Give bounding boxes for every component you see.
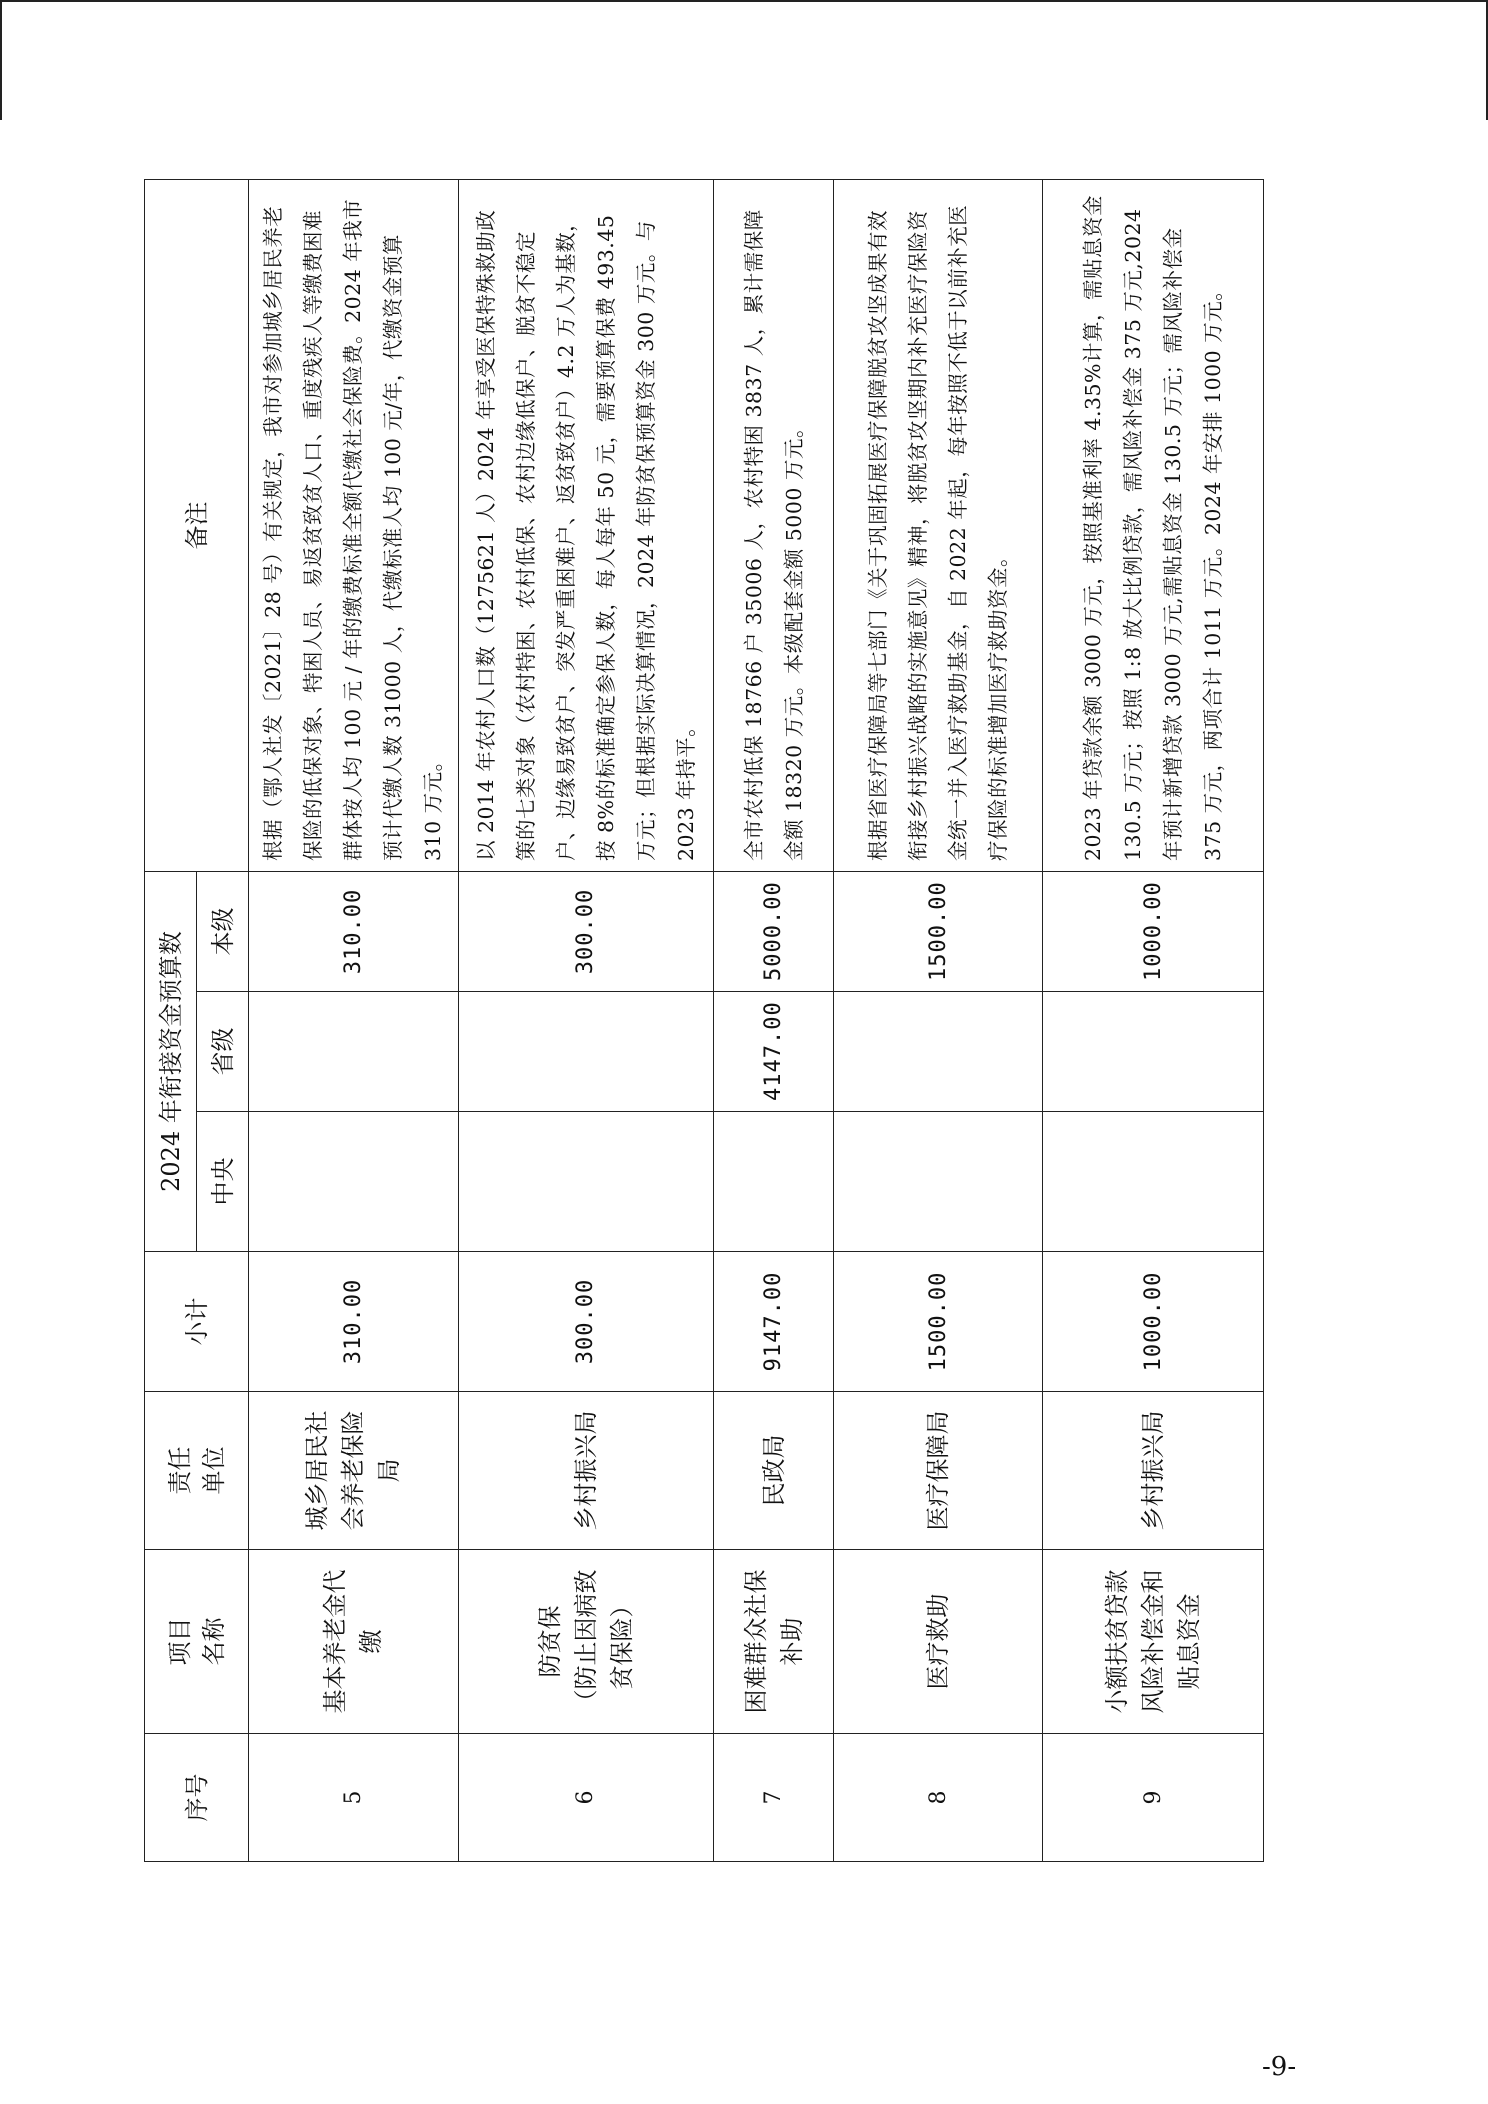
row-seq: 8 xyxy=(834,1734,1043,1862)
row-seq: 7 xyxy=(713,1734,833,1862)
row-local: 5000.00 xyxy=(713,872,833,992)
rotated-table-container xyxy=(144,180,1264,1862)
table-row xyxy=(458,180,713,1862)
row-unit: 医疗保障局 xyxy=(834,1392,1043,1550)
row-central xyxy=(249,1112,459,1252)
row-local: 300.00 xyxy=(458,872,713,992)
table-row xyxy=(713,180,833,1862)
table-row xyxy=(1043,180,1264,1862)
row-central xyxy=(1043,1112,1264,1252)
table-row xyxy=(249,180,459,1862)
row-seq: 6 xyxy=(458,1734,713,1862)
row-unit: 乡村振兴局 xyxy=(1043,1392,1264,1550)
row-note: 根据（鄂人社发〔2021〕28 号）有关规定，我市对参加城乡居民养老保险的低保对象、特困人员、易返贫致贫人口、重度残疾人等缴费困难群体按人均 100 元 / 年的缴费标准全额代缴社会保险费。2024 年我市预计代缴人数 31000 人，代缴标准人均 100 元/年，代缴资金预算 310 万元。 xyxy=(249,180,459,872)
row-subtotal: 310.00 xyxy=(249,1252,459,1392)
header-note: 备注 xyxy=(145,180,249,872)
row-central xyxy=(834,1112,1043,1252)
row-unit: 城乡居民社会养老保险局 xyxy=(249,1392,459,1550)
row-name: 医疗救助 xyxy=(834,1550,1043,1734)
header-seq: 序号 xyxy=(145,1734,249,1862)
page-number: -9- xyxy=(1262,2052,1297,2082)
row-local: 1500.00 xyxy=(834,872,1043,992)
row-provincial: 4147.00 xyxy=(713,992,833,1112)
header-central: 中央 xyxy=(197,1112,249,1252)
row-central xyxy=(713,1112,833,1252)
page-frame-left xyxy=(0,0,2,120)
row-subtotal: 300.00 xyxy=(458,1252,713,1392)
row-unit: 乡村振兴局 xyxy=(458,1392,713,1550)
header-local: 本级 xyxy=(197,872,249,992)
row-unit: 民政局 xyxy=(713,1392,833,1550)
row-note: 以 2014 年农村人口数（1275621 人）2024 年享受医保特殊救助政策的七类对象（农村特困、农村低保、农村边缘低保户、脱贫不稳定户、边缘易致贫户、突发严重困难户、返贫致贫户）4.2 万人为基数，按 8%的标准确定参保人数，每人每年 50 元，需要预算保费 493.45 万元；但根据实际决算情况，2024 年防贫保预算资金 300 万元。与 2023 年持平。 xyxy=(458,180,713,872)
header-name: 项目 名称 xyxy=(145,1550,249,1734)
header-budget-group: 2024 年衔接资金预算数 xyxy=(145,872,197,1252)
budget-table xyxy=(144,179,1264,1862)
page-frame-top xyxy=(0,0,1488,2)
row-local: 310.00 xyxy=(249,872,459,992)
row-name: 小额扶贫贷款风险补偿金和贴息资金 xyxy=(1043,1550,1264,1734)
row-name: 基本养老金代缴 xyxy=(249,1550,459,1734)
row-name: 防贫保 （防止因病致贫保险） xyxy=(458,1550,713,1734)
row-provincial xyxy=(834,992,1043,1112)
row-provincial xyxy=(458,992,713,1112)
row-name: 困难群众社保补助 xyxy=(713,1550,833,1734)
row-seq: 9 xyxy=(1043,1734,1264,1862)
row-note: 全市农村低保 18766 户 35006 人，农村特困 3837 人，累计需保障金额 18320 万元。本级配套金额 5000 万元。 xyxy=(713,180,833,872)
row-note: 根据省医疗保障局等七部门《关于巩固拓展医疗保障脱贫攻坚成果有效衔接乡村振兴战略的实施意见》精神，将脱贫攻坚期内补充医疗保险资金统一并入医疗救助基金，自 2022 年起，每年按照不低于以前补充医疗保险的标准增加医疗救助资金。 xyxy=(834,180,1043,872)
row-seq: 5 xyxy=(249,1734,459,1862)
row-provincial xyxy=(1043,992,1264,1112)
row-central xyxy=(458,1112,713,1252)
header-subtotal: 小计 xyxy=(145,1252,249,1392)
header-unit: 责任 单位 xyxy=(145,1392,249,1550)
row-provincial xyxy=(249,992,459,1112)
row-local: 1000.00 xyxy=(1043,872,1264,992)
row-note: 2023 年贷款余额 3000 万元，按照基准利率 4.35%计算，需贴息资金 130.5 万元；按照 1:8 放大比例贷款，需风险补偿金 375 万元,2024 年预计新增贷款 3000 万元,需贴息资金 130.5 万元；需风险补偿金 375 万元，两项合计 1011 万元。2024 年安排 1000 万元。 xyxy=(1043,180,1264,872)
row-subtotal: 1500.00 xyxy=(834,1252,1043,1392)
row-subtotal: 1000.00 xyxy=(1043,1252,1264,1392)
header-provincial: 省级 xyxy=(197,992,249,1112)
table-row xyxy=(834,180,1043,1862)
row-subtotal: 9147.00 xyxy=(713,1252,833,1392)
